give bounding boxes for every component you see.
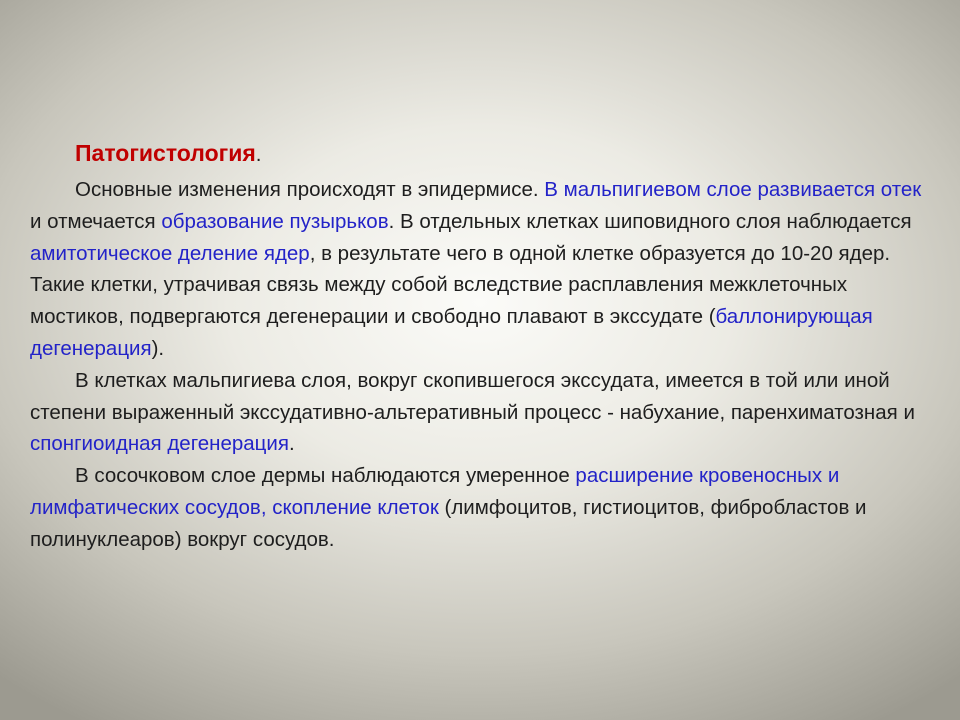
text-run: , в результате чего в одной клетке образуется до 10-20 ядер. Такие клетки, утрачивая связь между собой вследствие расплавления межклеточных мостиков, подвергаются дегенерации и свободно плавают в экссудате ( xyxy=(30,241,891,329)
paragraph-1 xyxy=(30,174,932,365)
highlighted-term: В мальпигиевом слое развивается отек xyxy=(544,178,922,201)
title-text: Патогистология xyxy=(75,140,256,166)
text-run: ). xyxy=(151,336,165,360)
text-run: . В отдельных клетках шиповидного слоя наблюдается xyxy=(388,209,912,233)
text-run: (лимфоцитов, гистиоцитов, фибробластов и полинуклеаров) вокруг сосудов. xyxy=(30,495,867,551)
text-run: и отмечается xyxy=(30,209,162,233)
paragraphs xyxy=(30,174,932,556)
paragraph-3 xyxy=(30,460,932,555)
highlighted-term: образование пузырьков xyxy=(161,209,389,233)
highlighted-term: баллонирующая дегенерация xyxy=(30,305,873,360)
text-run: В сосочковом слое дермы наблюдаются умеренное xyxy=(75,464,576,488)
text-run: . xyxy=(288,432,295,456)
text-run: Основные изменения происходят в эпидермисе. xyxy=(75,178,545,201)
highlighted-term: спонгиоидная дегенерация xyxy=(30,432,289,456)
title-dot: . xyxy=(255,143,262,166)
slide-content xyxy=(30,134,932,556)
text-run: В клетках мальпигиева слоя, вокруг скопившегося экссудата, имеется в той или иной степени выраженный экссудативно-альтеративный процесс - набухание, паренхиматозная и xyxy=(30,368,915,424)
slide-title xyxy=(30,134,932,174)
paragraph-2 xyxy=(30,365,932,460)
highlighted-term: амитотическое деление ядер xyxy=(30,241,310,265)
highlighted-term: расширение кровеносных и лимфатических сосудов, скопление клеток xyxy=(30,464,840,519)
